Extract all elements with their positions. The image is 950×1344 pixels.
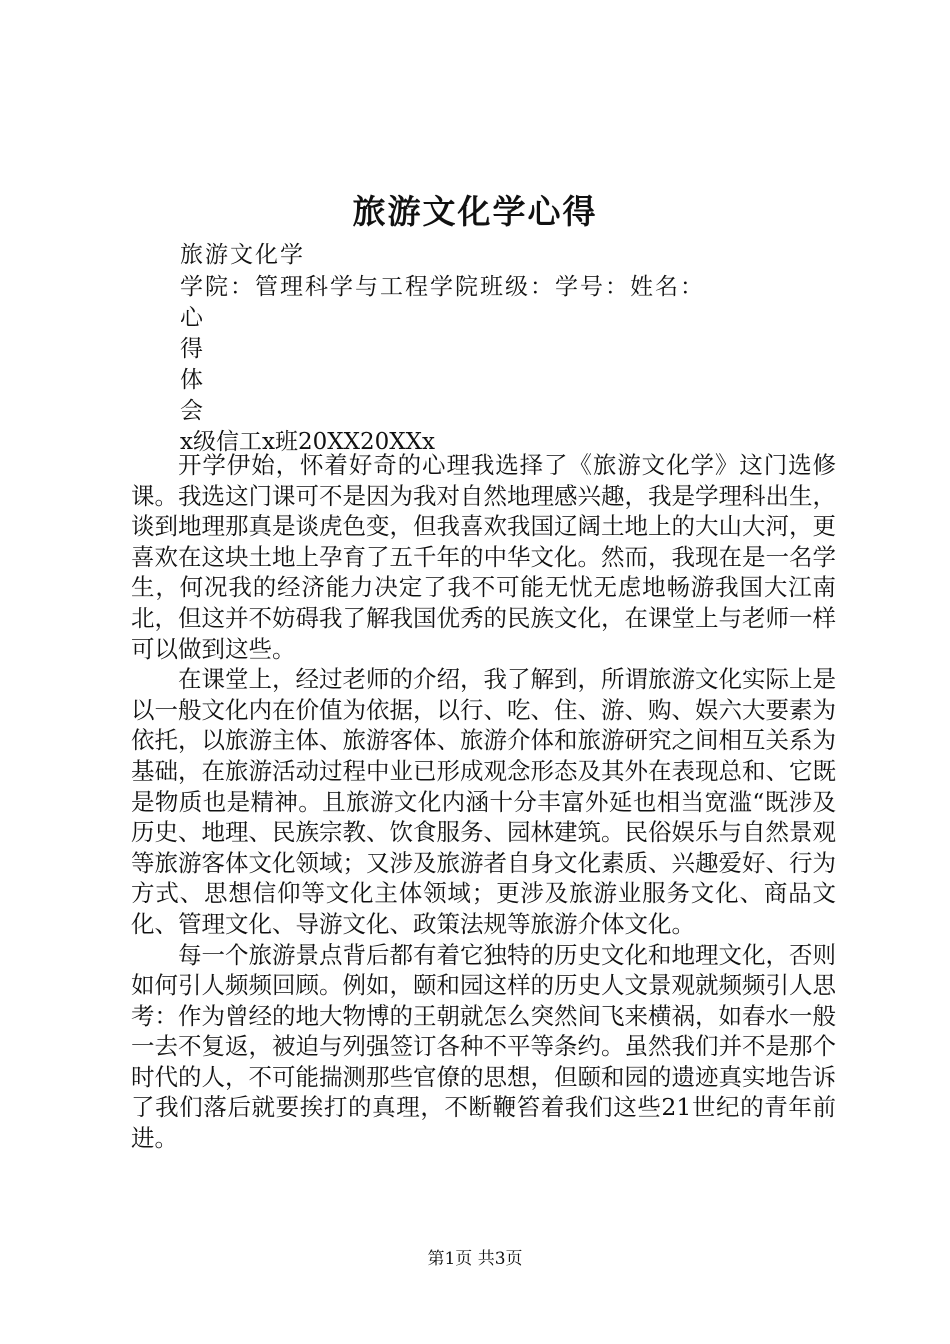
document-body [131,450,836,1154]
paragraph-2: 在课堂上，经过老师的介绍，我了解到，所谓旅游文化实际上是以一般文化内在价值为依据，以行、吃、住、游、购、娱六大要素为依托，以旅游主体、旅游客体、旅游介体和旅游研究之间相互关系为基础，在旅游活动过程中业已形成观念形态及其外在表现总和、它既是物质也是精神。且旅游文化内涵十分丰富外延也相当宽滥“既涉及历史、地理、民族宗教、饮食服务、园林建筑。民俗娱乐与自然景观等旅游客体文化领域；又涉及旅游者自身文化素质、兴趣爱好、行为方式、思想信仰等文化主体领域；更涉及旅游业服务文化、商品文化、管理文化、导游文化、政策法规等旅游介体文化。 [131,665,836,938]
page-footer: 第1页 共3页 [427,1249,523,1269]
student-info-line: 学院：管理科学与工程学院班级：学号：姓名： [180,274,705,300]
vertical-heading-char-1: 心 [180,305,205,331]
paragraph-1: 开学伊始，怀着好奇的心理我选择了《旅游文化学》这门选修课。我选这门课可不是因为我对自然地理感兴趣，我是学理科出生，谈到地理那真是谈虎色变，但我喜欢我国辽阔土地上的大山大河，更喜欢在这块土地上孕育了五千年的中华文化。然而，我现在是一名学生，何况我的经济能力决定了我不可能无忧无虑地畅游我国大江南北，但这并不妨碍我了解我国优秀的民族文化，在课堂上与老师一样可以做到这些。 [131,451,836,663]
vertical-heading-char-3: 体 [180,367,205,393]
vertical-heading-char-2: 得 [180,336,205,362]
class-year-line: x级信工x班20XX20XXx [180,429,435,455]
paragraph-3: 每一个旅游景点背后都有着它独特的历史文化和地理文化，否则如何引人频频回顾。例如，颐和园这样的历史人文景观就频频引人思考：作为曾经的地大物博的王朝就怎么突然间飞来横祸，如春水一般一去不复返，被迫与列强签订各种不平等条约。虽然我们并不是那个时代的人，不可能揣测那些官僚的思想，但颐和园的遗迹真实地告诉了我们落后就要挨打的真理，不断鞭笞着我们这些21世纪的青年前进。 [131,940,836,1153]
page-title: 旅游文化学心得 [352,192,598,231]
course-name-line: 旅游文化学 [180,242,305,268]
vertical-heading-char-4: 会 [180,398,205,424]
